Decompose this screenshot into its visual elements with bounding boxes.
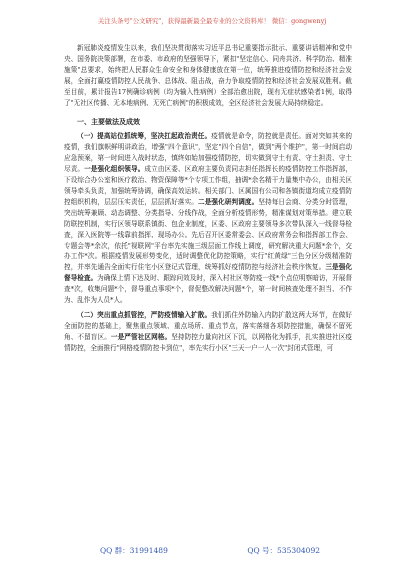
- paragraph-1-point-1: 一是强化组织领导。: [84, 165, 145, 174]
- paragraph-1-text-3: 坚持每日会商、分类分时管理，突出统筹兼顾、动态调整、分类指导、分线作战，全面分析疫情形势，精准谋划对策举措。建立联防联控机制，实行区领导联系镇街、包企业制度，区委、区政府主要领导多次带队深入一线督导检查，深入医院等一线靠前指挥、现场办公。先后召开区委常委会、区政府常务会和指挥部工作会、专题会等*余次，依托"视联网"平台率先实施三级层面工作线上调度，研究解决重大问题*余个，交办工作*次。根据疫情发展形势变化，适时调整优化防控策略，实行"红黄绿"三色分区分级精准防控，并率先通告全面实行住宅小区登记式管理，统筹抓好疫情防控与经济社会秩序恢复。: [64, 197, 353, 272]
- paragraph-2-lead: （二）突出重点抓管控，严防疫情输入扩散。: [77, 310, 212, 319]
- paragraph-1-point-3: 三是强化督导检查。: [64, 263, 353, 283]
- promo-header-text: 关注头条号"公文研究"，获得最新最全最专业的公文资料库！ 微信：gongwenyj: [97, 17, 327, 25]
- paragraph-1: [64, 131, 352, 306]
- paragraph-2-text: 我们抓住外防输入内防扩散这两大环节，在做好全面防控的基础上，聚焦重点领域、重点场所、重点节点，落实落细各项防控措施，确保不留死角、不留盲区。: [64, 310, 352, 341]
- paragraph-2-point-1: 一是严管社区网格。: [110, 332, 172, 341]
- contact-footer: [100, 545, 320, 556]
- paragraph-1-point-2: 二是强化研判调度。: [198, 197, 259, 206]
- qq-group-label: QQ 群：31991489: [100, 546, 168, 555]
- promo-header: [62, 16, 362, 26]
- paragraph-2-text-2: 坚持防控力量向社区下沉，以网格化为抓手，扎实推进社区疫情防控，全面推行"网格疫情防控卡到位"，率先实行小区"三天一户一人一次"封闭式管理，可: [64, 332, 353, 352]
- document-body: [64, 43, 352, 354]
- section-heading-1: 一、主要做法及成效: [77, 117, 140, 127]
- paragraph-1-text-4: 为确保上情下达及时、跟踪问效及时，深入村社区等防疫一线*个点位明察暗访，开展督查*次，收集问题*个，督导重点事项*个，督促整改解决问题*个，第一时间核查处理不担当、不作为、乱作为人员*人。: [64, 274, 353, 305]
- paragraph-1-text-2: 成立由区委、区政府主要负责同志担任指挥长的疫情防控工作指挥部，下设综合办公室和医疗救治、物资保障等*个专项工作组，抽调*余名精干力量集中办公，由相关区领导牵头负责，加强统筹协调，确保高效运转。相关部门、区属国有公司和各镇街道均成立疫情防控组织机构，层层压实责任，层层抓好落实。: [64, 165, 353, 206]
- intro-paragraph: 新冠肺炎疫情发生以来，我们坚决贯彻落实习近平总书记重要指示批示、重要讲话精神和党中央、国务院决策部署，在市委、市政府的坚强领导下，紧扣"坚定信心、同舟共济、科学防治、精准施策"总要求，始终把人民群众生命安全和身体健康放在第一位，统筹推进疫情防控和经济社会发展，全面打赢疫情防控人民战争、总体战、阻击战，奋力争取疫情防控和经济社会发展双胜利。截至目前，累计报告17例确诊病例（均为输入性病例）全部治愈出院，现有无症状感染者1例，取得了"无社区传播、无本地病例、无死亡病例"的积极成效，全区经济社会发展大局持续稳定。: [64, 44, 352, 107]
- paragraph-1-text: 疫情就是命令，防控就是责任。面对突如其来的疫情，我们旗帜鲜明讲政治，增强"四个意识"，坚定"四个自信"，做到"两个维护"，第一时间启动应急预案，第一时间进入战时状态，慎终如始加强疫情防控，切实做到守土有责、守土担责、守土尽责。: [64, 132, 352, 174]
- paragraph-1-lead: （一）提高站位抓统筹，坚决扛起政治责任。: [77, 132, 212, 141]
- qq-number-label: QQ 号：535304092: [247, 546, 320, 555]
- paragraph-2: [64, 310, 352, 354]
